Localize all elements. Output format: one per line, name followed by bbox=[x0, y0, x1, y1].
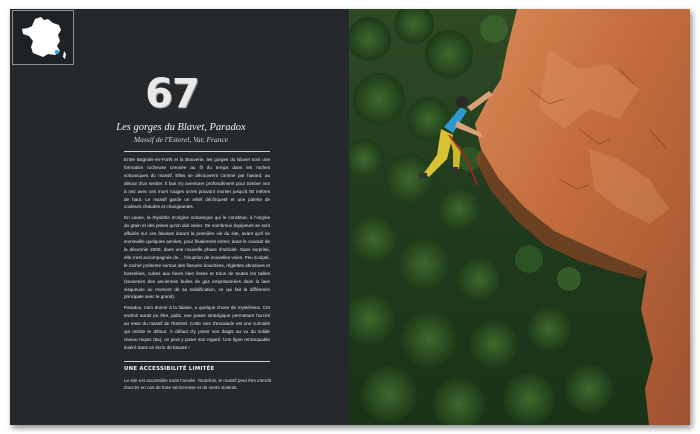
location-marker bbox=[55, 50, 59, 54]
left-page bbox=[10, 9, 349, 425]
paragraph-2: En cause, la rhyolithe d'origine volcanique qui le constitue, à l'origine du grain et des prises qu'on doit varier. De nombreux équipeurs se sont affairés sur ces falaises durant la première vie du site, avant qu'il ne sommeille quelques années, pour finalement entrer, dans le courant de la décennie 2000, dans une nouvelle phase d'activité. Sans surprise, elle s'est accompagnée de… l'éruption de nouvelles voies. Peu sculpté, le rocher présente surtout des fissures bouchées, réglettes abrasives et bosselées, cubes aux faces bien lisses et trous de toutes les tailles (souvenirs des anciennes bulles de gaz emprisonnées dans la lave visqueuse au moment de sa solidification, ce qui fait la différence principale avec le granit). bbox=[124, 215, 270, 300]
paragraph-1: Entre Bagnols-en-Forêt et la Bouverie, les gorges du Blavet sont une formation rocheuse creusée au fil du temps dans les roches volcaniques du massif. Elles se découvrent comme par hasard, au détour d'un sentier. Il faut s'y aventurer profondément pour tomber nez à nez avec ces murs rouges ocres pouvant monter jusqu'à 80 mètres de haut. Le massif garde un relief déchiqueté et une palette de couleurs chaudes et changeantes. bbox=[124, 157, 270, 210]
site-title: Les gorges du Blavet, Paradox bbox=[116, 122, 246, 133]
site-subtitle: Massif de l'Esterel, Var, France bbox=[133, 135, 229, 144]
climbing-scene bbox=[349, 9, 690, 425]
corsica-outline bbox=[63, 51, 66, 59]
book-spread bbox=[10, 9, 690, 425]
page-number: 67 bbox=[145, 71, 199, 117]
location-map bbox=[12, 10, 74, 65]
accessibility-text: Le site est accessible toute l'année. Toutefois, le massif peut être interdit d'accès en cas de forte sécheresse et de vents violents. bbox=[124, 378, 272, 391]
divider-top bbox=[124, 151, 270, 152]
divider-bottom bbox=[124, 361, 270, 362]
climber-photo bbox=[349, 9, 690, 425]
france-map-icon bbox=[13, 11, 75, 66]
accessibility-heading: UNE ACCESSIBILITÉ LIMITÉE bbox=[124, 366, 215, 372]
body-text bbox=[124, 156, 270, 355]
paragraph-3: Paradox, nom donné à la falaise, a quelque chose de mystérieux. Cet endroit aurait pu être, jadis, une passe stratégique permettant l'accès au reste du massif de l'Estérel. Cette voie d'escalade est une curiosité qui mérite le détour. À défaut d'y poser ses doigts au vu du solide niveau requis (8a), on peut y poser son regard. Une ligne remarquable inséré dans un écrin de beauté ! bbox=[124, 305, 270, 350]
